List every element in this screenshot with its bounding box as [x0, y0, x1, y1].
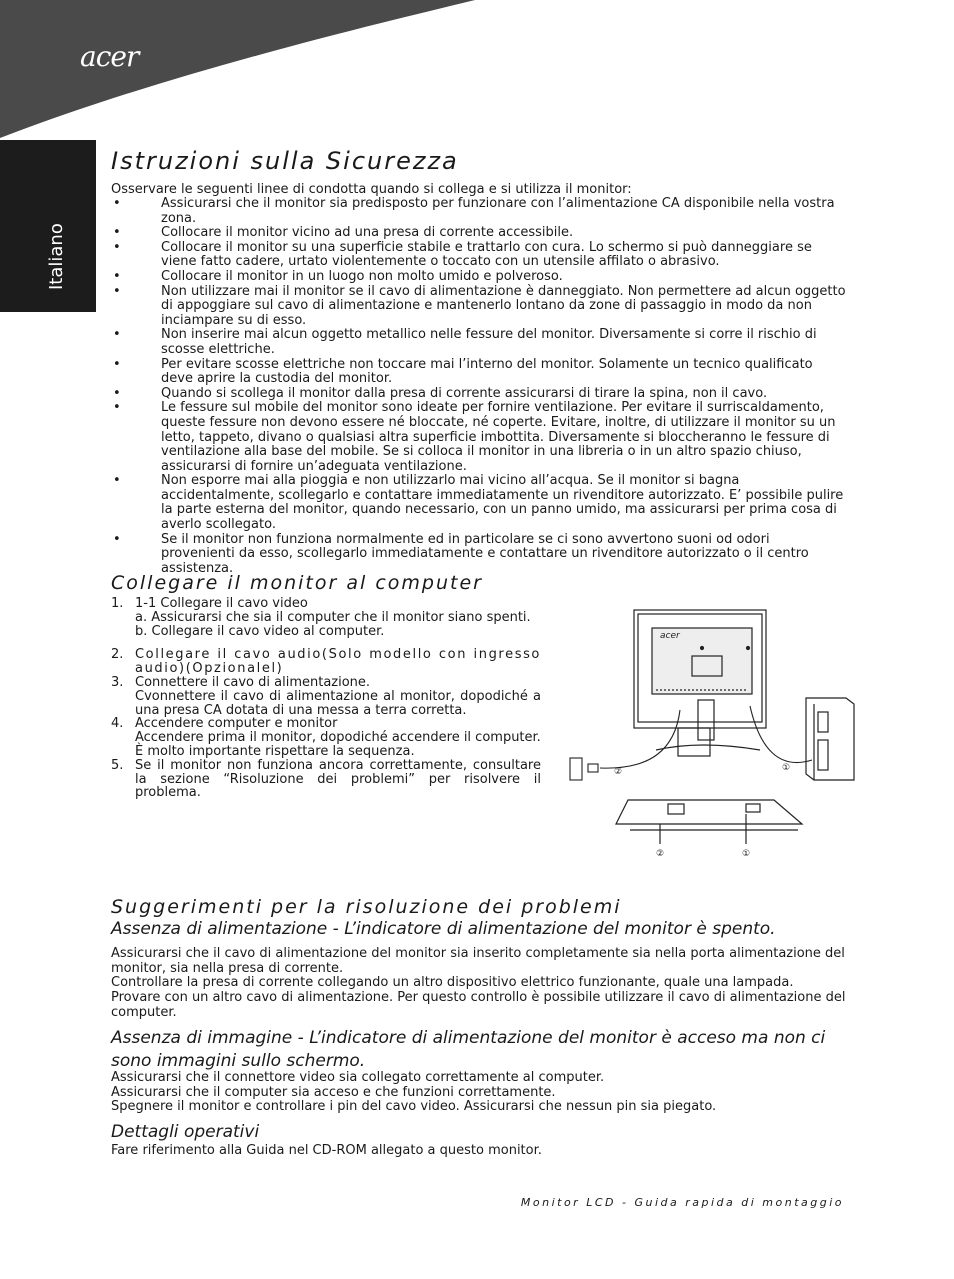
step-1b: b. Collegare il cavo video al computer. [135, 623, 385, 639]
computer-tower [806, 698, 854, 780]
page-footer: Monitor LCD - Guida rapida di montaggio [520, 1196, 844, 1209]
step-3-body: Cvonnettere il cavo di alimentazione al monitor, dopodiché a una presa CA dotata di una messa a terra corretta. [135, 688, 541, 718]
step-number: 5. [111, 757, 124, 773]
monitor-logo: acer [660, 631, 680, 641]
step-number: 2. [111, 647, 124, 663]
list-item: • Collocare il monitor su una superficie stabile e trattarlo con cura. Lo schermo si può danneggiare se viene fatto cadere, urtato violentemente o toccato con un utensile affilato o abrasivo. [111, 241, 846, 270]
no-power-title: Assenza di alimentazione - L’indicatore di alimentazione del monitor è spento. [111, 919, 776, 939]
cables [570, 706, 812, 780]
language-tab [0, 140, 96, 312]
list-item: • Quando si scollega il monitor dalla presa di corrente assicurarsi di tirare la spina, non il cavo. [111, 387, 846, 402]
no-image-title: Assenza di immagine - L’indicatore di alimentazione del monitor è acceso ma non ci sono immagini sullo schermo. [111, 1028, 826, 1071]
step-5: Se il monitor non funziona ancora correttamente, consultare la sezione “Risoluzione dei problemi” per risolvere il problema. [135, 757, 541, 801]
list-item: • Non utilizzare mai il monitor se il cavo di alimentazione è danneggiato. Non permettere ad alcun oggetto di appoggiare sul cavo di alimentazione e mantenerlo lontano da zone di passaggio in modo da non inciampare su di esso. [111, 285, 846, 329]
list-item: • Le fessure sul mobile del monitor sono ideate per fornire ventilazione. Per evitare il surriscaldamento, queste fessure non devono essere né bloccate, né coperte. Evitare, inoltre, di utilizzare il monitor su un letto, tappeto, divano o qualsiasi altra superficie imbottita. Diversamente si bloccheranno le fessure di ventilazione alla base del mobile. Se si colloca il monitor in una libreria o in un altro spazio chiuso, assicurarsi di fornire un’adeguata ventilazione. [111, 401, 846, 474]
safety-title: Istruzioni sulla Sicurezza [111, 147, 459, 175]
connect-title: Collegare il monitor al computer [111, 572, 483, 594]
no-power-text-2: Controllare la presa di corrente collegando un altro dispositivo elettrico funzionante, quale una lampada. [111, 975, 794, 990]
list-item: • Se il monitor non funziona normalmente ed in particolare se ci sono avvertono suoni od odori provenienti da esso, scollegarlo immediatamente e contattare un rivenditore autorizzato o il centro assistenza. [111, 533, 846, 577]
step-2: Collegare il cavo audio(Solo modello con ingresso audio)(Opzionalel) [135, 647, 541, 677]
safety-list [111, 197, 846, 576]
connect-steps [111, 597, 541, 800]
connection-diagram [560, 600, 860, 862]
details-text: Fare riferimento alla Guida nel CD-ROM allegato a questo monitor. [111, 1143, 542, 1158]
troubleshoot-title: Suggerimenti per la risoluzione dei problemi [111, 896, 622, 918]
no-power-text-3: Provare con un altro cavo di alimentazione. Per questo controllo è possibile utilizzare il cavo di alimentazione del computer. [111, 990, 846, 1020]
step-4-body: Accendere prima il monitor, dopodiché accendere il computer. [135, 730, 541, 746]
safety-intro: Osservare le seguenti linee di condotta quando si collega e si utilizza il monitor: [111, 182, 632, 197]
step-3-heading: Connettere il cavo di alimentazione. [135, 674, 371, 690]
no-image-text-1: Assicurarsi che il connettore video sia collegato correttamente al computer. [111, 1070, 605, 1085]
no-power-text-1: Assicurarsi che il cavo di alimentazione del monitor sia inserito completamente sia nella porta alimentazione del monitor, sia nella presa di corrente. [111, 946, 845, 976]
callout-2-base: ② [656, 849, 665, 859]
step-number: 3. [111, 674, 124, 690]
callout-1-base: ① [742, 849, 751, 859]
monitor-base-illustration [616, 800, 802, 844]
list-item: • Collocare il monitor vicino ad una presa di corrente accessibile. [111, 226, 846, 241]
monitor-back-illustration [634, 610, 766, 756]
step-1a: a. Assicurarsi che sia il computer che il monitor siano spenti. [135, 609, 531, 625]
language-label: Italiano [46, 223, 67, 290]
acer-logo: acer [80, 40, 139, 73]
step-4-note: È molto importante rispettare la sequenza. [135, 743, 415, 759]
step-4-heading: Accendere computer e monitor [135, 716, 338, 732]
list-item: • Non esporre mai alla pioggia e non utilizzarlo mai vicino all’acqua. Se il monitor si bagna accidentalmente, scollegarlo e contattare immediatamente un rivenditore autorizzato. E’ possibile pulire la parte esterna del monitor, quando necessario, con un panno umido, ma assicurarsi per prima cosa di averlo scollegato. [111, 474, 846, 532]
header-swoosh [0, 0, 954, 140]
list-item: • Per evitare scosse elettriche non toccare mai l’interno del monitor. Solamente un tecnico qualificato deve aprire la custodia del monitor. [111, 358, 846, 387]
list-item: • Collocare il monitor in un luogo non molto umido e polveroso. [111, 270, 846, 285]
step-number: 4. [111, 716, 124, 732]
list-item: • Assicurarsi che il monitor sia predisposto per funzionare con l’alimentazione CA disponibile nella vostra zona. [111, 197, 846, 226]
details-title: Dettagli operativi [111, 1122, 260, 1142]
list-item: • Non inserire mai alcun oggetto metallico nelle fessure del monitor. Diversamente si corre il rischio di scosse elettriche. [111, 328, 846, 357]
no-image-text-3: Spegnere il monitor e controllare i pin del cavo video. Assicurarsi che nessun pin sia piegato. [111, 1099, 717, 1114]
step-1-heading: 1-1 Collegare il cavo video [135, 596, 308, 611]
callout-2: ② [614, 767, 623, 777]
no-image-text-2: Assicurarsi che il computer sia acceso e che funzioni correttamente. [111, 1085, 556, 1100]
callout-1: ① [782, 763, 791, 773]
step-number: 1. [111, 596, 124, 611]
